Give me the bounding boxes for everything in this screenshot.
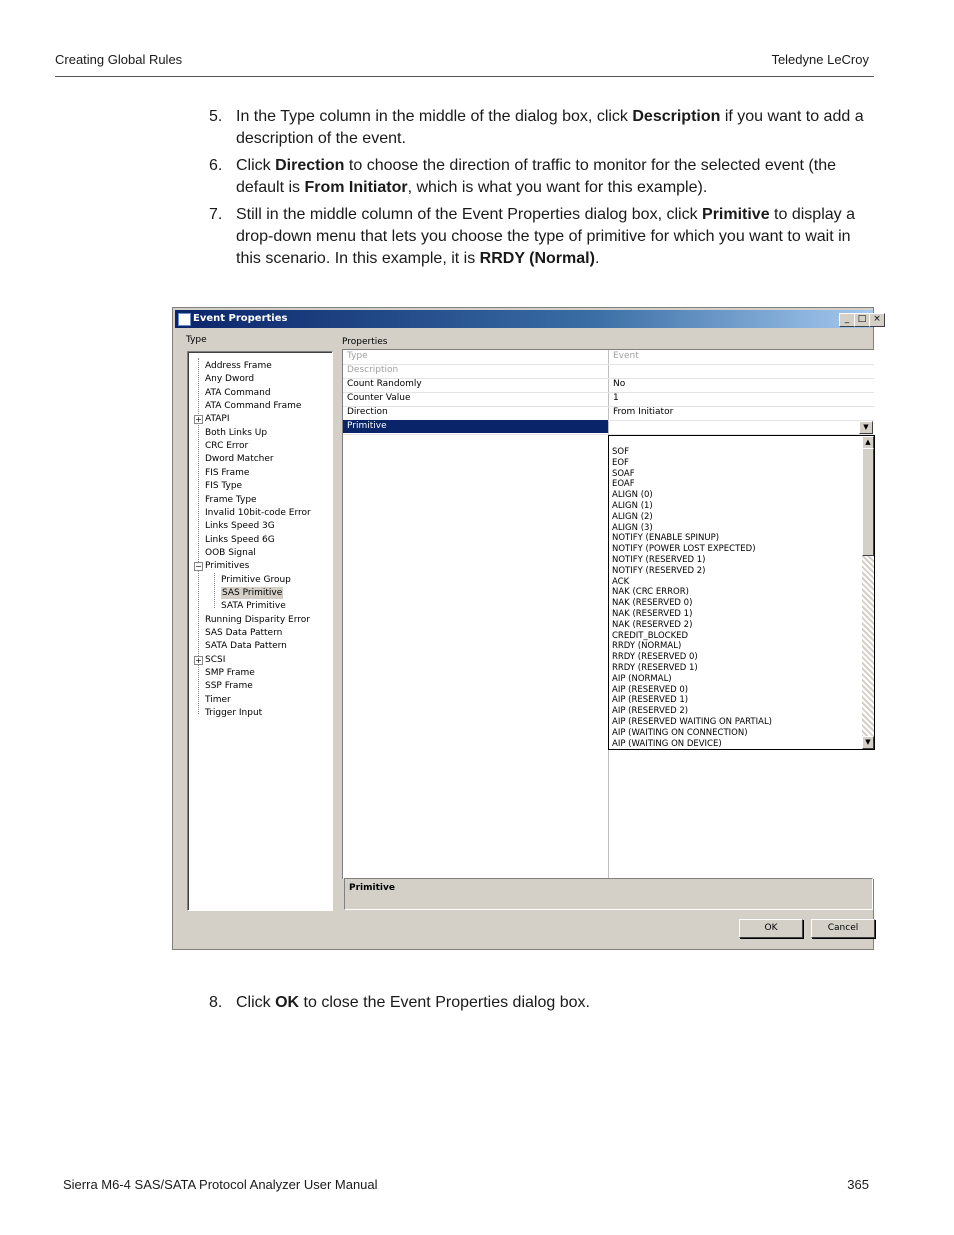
footer-manual-title: Sierra M6-4 SAS/SATA Protocol Analyzer User Manual [63,1177,378,1192]
property-value[interactable]: From Initiator [613,407,674,417]
dropdown-option[interactable]: EOF [612,457,629,468]
header-rule [55,76,874,77]
steps-list [209,106,874,275]
running-header-right: Teledyne LeCroy [771,52,869,67]
dropdown-option[interactable]: CREDIT_BLOCKED [612,630,689,641]
step-6 [209,155,874,199]
step-text: Click OK to close the Event Properties dialog box. [236,994,590,1011]
step-number: 6. [209,157,223,174]
type-label: Type [186,335,207,345]
property-name: Type [347,351,368,361]
expand-icon[interactable]: + [195,655,202,665]
dropdown-option[interactable]: ALIGN (3) [612,522,653,533]
tree-item[interactable]: Address Frame [205,361,272,371]
dropdown-option[interactable]: ALIGN (2) [612,511,653,522]
app-icon [178,313,191,326]
step-5 [209,106,874,150]
tree-item[interactable]: ATA Command Frame [205,401,302,412]
step-8 [209,992,874,1014]
property-value[interactable]: No [613,379,626,389]
tree-item[interactable]: FIS Frame [205,467,250,478]
property-row[interactable] [343,406,874,421]
type-tree[interactable] [187,351,333,911]
description-title: Primitive [349,883,395,893]
dropdown-option[interactable]: AIP (WAITING ON DEVICE) [612,738,722,749]
tree-item[interactable]: ATAPI [205,414,230,425]
property-row[interactable] [343,378,874,393]
steps-list-after [209,992,874,1019]
dropdown-option[interactable]: NOTIFY (RESERVED 2) [612,565,706,576]
step-number: 7. [209,206,223,223]
dropdown-option[interactable]: NAK (RESERVED 2) [612,619,693,630]
dropdown-scrollbar[interactable] [862,436,874,749]
property-row[interactable] [343,350,874,365]
dropdown-option[interactable]: NOTIFY (RESERVED 1) [612,554,706,565]
dropdown-option[interactable]: ACK [612,576,630,587]
expand-icon[interactable]: + [195,415,202,425]
property-name: Count Randomly [347,379,422,389]
tree-item[interactable]: Links Speed 3G [205,521,275,532]
dropdown-option[interactable]: AIP (RESERVED 1) [612,695,689,706]
tree-item[interactable]: Trigger Input [205,708,263,719]
scroll-up-icon[interactable]: ▲ [862,436,874,449]
dropdown-option[interactable]: NOTIFY (ENABLE SPINUP) [612,533,720,544]
tree-item[interactable]: CRC Error [205,441,249,452]
property-value[interactable]: Event [613,351,639,361]
collapse-icon[interactable]: − [195,562,202,572]
property-name: Primitive [343,420,608,433]
dropdown-option[interactable]: RRDY (RESERVED 1) [612,662,698,673]
tree-item[interactable]: Invalid 10bit-code Error [205,507,311,518]
tree-item[interactable]: SCSI [205,654,226,665]
tree-item[interactable]: Running Disparity Error [205,614,310,625]
scroll-thumb[interactable] [862,448,874,556]
dropdown-option[interactable]: AIP (RESERVED 2) [612,706,689,717]
page-number: 365 [847,1177,869,1192]
step-text: In the Type column in the middle of the dialog box, click Description if you want to add a description of the event. [236,108,864,147]
step-text: Still in the middle column of the Event Properties dialog box, click Primitive to display a drop-down menu that lets you choose the type of primitive for which you want to wait in this scenario. In this example, it is RRDY (Normal). [236,206,855,267]
tree-item[interactable]: SAS Data Pattern [205,628,283,638]
tree-item[interactable]: SAS Primitive [222,587,283,598]
dropdown-option[interactable]: AIP (NORMAL) [612,673,672,684]
dropdown-option[interactable]: ALIGN (0) [612,490,653,501]
property-row[interactable] [343,364,874,379]
dropdown-option[interactable]: NAK (RESERVED 1) [612,608,693,619]
dropdown-option[interactable]: AIP (WAITING ON CONNECTION) [612,727,748,738]
tree-item[interactable]: Primitive Group [221,574,291,585]
dialog-title: Event Properties [193,313,288,324]
tree-item[interactable]: Timer [205,694,231,705]
primitive-dropdown-list[interactable] [608,435,875,750]
dropdown-option[interactable]: AIP (RESERVED 0) [612,684,689,695]
step-text: Click Direction to choose the direction of traffic to monitor for the selected event (the default is From Initiator, which is what you want for this example). [236,157,836,196]
property-name: Direction [347,407,388,417]
tree-item[interactable]: SSP Frame [205,681,253,692]
scroll-down-icon[interactable]: ▼ [862,736,874,749]
property-name: Description [347,365,399,375]
dropdown-option[interactable]: NAK (CRC ERROR) [612,587,689,598]
maximize-icon[interactable]: □ [854,313,870,327]
property-row[interactable] [343,420,874,435]
minimize-icon[interactable]: _ [839,313,855,327]
tree-item[interactable]: Frame Type [205,494,257,505]
cancel-button[interactable]: Cancel [811,919,875,938]
tree-item[interactable]: OOB Signal [205,547,256,558]
dropdown-arrow-icon[interactable]: ▼ [859,421,873,434]
dropdown-option[interactable]: ALIGN (1) [612,500,653,511]
dropdown-option[interactable]: AIP (RESERVED WAITING ON PARTIAL) [612,716,772,727]
close-icon[interactable]: × [869,313,885,327]
tree-item[interactable]: ATA Command [205,387,271,398]
property-name: Counter Value [347,393,411,403]
property-row[interactable] [343,392,874,407]
dropdown-option[interactable]: EOAF [612,479,635,490]
dialog-titlebar[interactable] [175,310,881,328]
tree-item[interactable]: SATA Primitive [221,601,286,612]
tree-item[interactable]: Links Speed 6G [205,534,275,545]
tree-line [214,573,215,608]
dropdown-option[interactable]: SOF [612,447,629,457]
dropdown-option[interactable]: NOTIFY (POWER LOST EXPECTED) [612,544,756,555]
tree-item[interactable]: Any Dword [205,374,255,385]
dropdown-option[interactable]: SOAF [612,468,635,479]
step-number: 5. [209,108,223,125]
step-number: 8. [209,994,223,1011]
properties-label: Properties [342,337,388,347]
running-header-left: Creating Global Rules [55,52,183,67]
tree-item[interactable]: SATA Data Pattern [205,641,287,652]
tree-item[interactable]: Both Links Up [205,427,268,438]
property-value[interactable]: 1 [613,393,619,403]
tree-item[interactable]: SMP Frame [205,668,255,679]
dropdown-option[interactable]: RRDY (RESERVED 0) [612,652,698,663]
dropdown-option[interactable]: RRDY (NORMAL) [612,641,682,652]
step-7 [209,204,874,270]
description-box [344,878,873,910]
ok-button[interactable]: OK [739,919,803,938]
event-properties-dialog [172,307,881,950]
tree-item[interactable]: Dword Matcher [205,454,274,465]
tree-item[interactable]: Primitives [205,561,250,572]
dropdown-option[interactable]: NAK (RESERVED 0) [612,598,693,609]
tree-item[interactable]: FIS Type [205,481,243,492]
